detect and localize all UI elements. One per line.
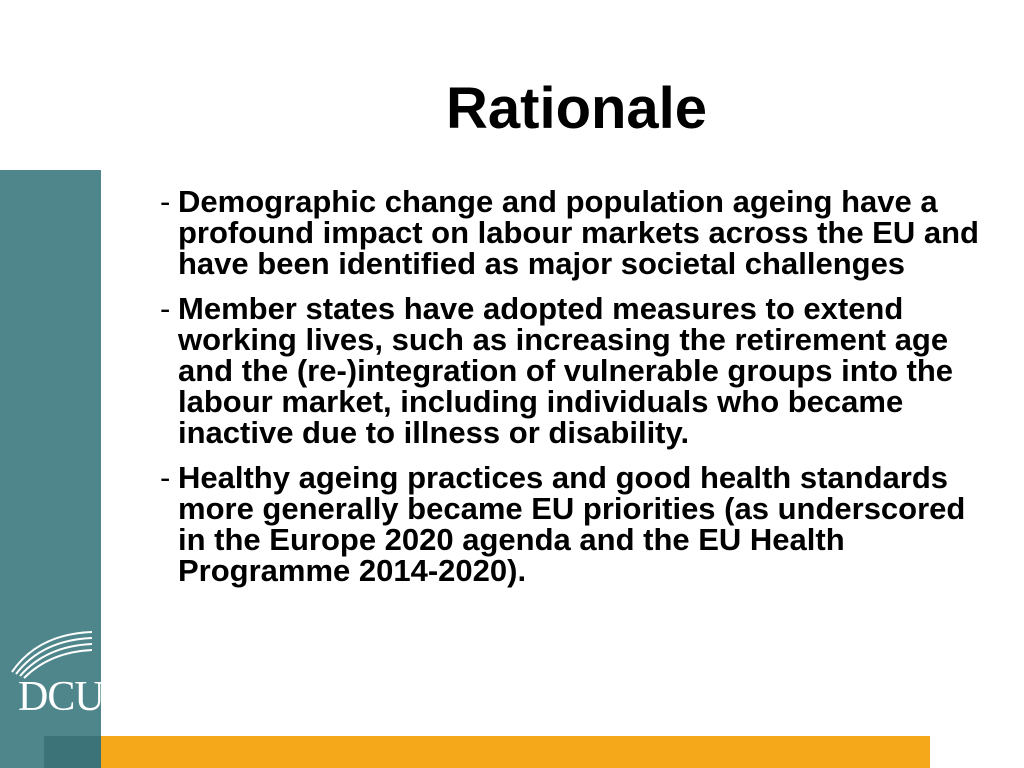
- bullet-item: [160, 462, 990, 586]
- bullet-list: [160, 186, 990, 600]
- bullet-marker: -: [160, 291, 171, 326]
- dcu-logo: [8, 626, 104, 726]
- footer-dark-block: [44, 736, 101, 768]
- bullet-item: [160, 186, 990, 279]
- bullet-item: [160, 293, 990, 448]
- logo-text: DCU: [18, 674, 104, 720]
- bullet-marker: -: [160, 184, 171, 219]
- slide-title: Rationale: [446, 76, 708, 141]
- bullet-text: Healthy ageing practices and good health standards more generally became EU priorities (as underscored in the Europe 2020 agenda and the EU Health Programme 2014-2020).: [178, 460, 966, 588]
- footer-accent-bar: [101, 736, 930, 768]
- bullet-marker: -: [160, 460, 171, 495]
- bullet-text: Demographic change and population ageing have a profound impact on labour markets across the EU and have been identified as major societal challenges: [178, 184, 979, 281]
- bullet-text: Member states have adopted measures to extend working lives, such as increasing the retirement age and the (re-)integration of vulnerable groups into the labour market, including individuals who became inactive due to illness or disability.: [178, 291, 954, 450]
